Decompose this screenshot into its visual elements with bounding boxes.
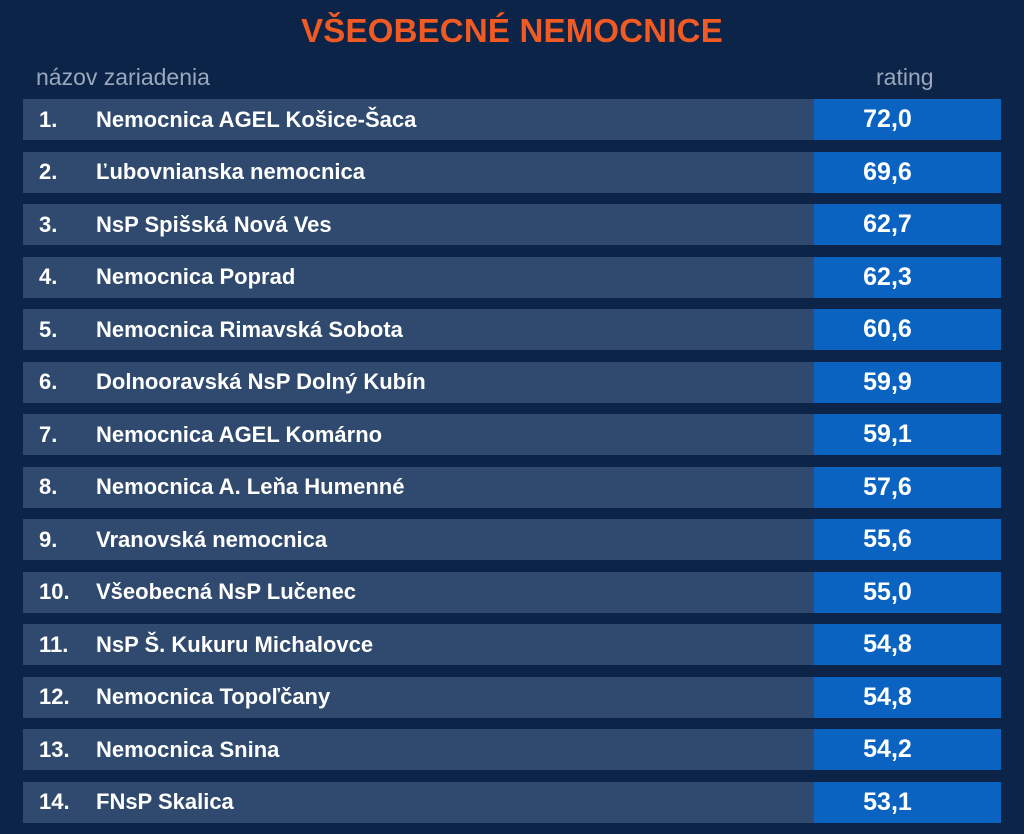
rank-number: 1.	[39, 106, 58, 132]
hospital-name: Nemocnica A. Leňa Humenné	[96, 474, 405, 499]
rank-number: 7.	[39, 421, 58, 447]
table-row	[23, 729, 1001, 770]
rating-value: 62,3	[814, 257, 1001, 298]
table-row	[23, 99, 1001, 140]
column-header-name: názov zariadenia	[36, 64, 210, 90]
hospital-cell	[23, 257, 814, 298]
table-row	[23, 782, 1001, 823]
table-row	[23, 572, 1001, 613]
table-row	[23, 467, 1001, 508]
table-row	[23, 257, 1001, 298]
rating-value: 57,6	[814, 467, 1001, 508]
table-row	[23, 624, 1001, 665]
rank-number: 11.	[39, 631, 69, 657]
rating-value: 53,1	[814, 782, 1001, 823]
rank-number: 14.	[39, 789, 70, 814]
hospital-name: Ľubovnianska nemocnica	[96, 159, 365, 184]
rank-number: 4.	[39, 264, 58, 289]
hospital-name: FNsP Skalica	[96, 789, 234, 814]
rating-value: 62,7	[814, 204, 1001, 245]
rating-value: 54,8	[814, 677, 1001, 718]
hospital-name: Nemocnica AGEL Košice-Šaca	[96, 106, 417, 132]
rank-number: 10.	[39, 579, 70, 604]
rank-number: 3.	[39, 211, 58, 237]
table-row	[23, 414, 1001, 455]
table-row	[23, 519, 1001, 560]
hospital-name: NsP Š. Kukuru Michalovce	[96, 631, 374, 657]
table-row	[23, 677, 1001, 718]
rank-number: 8.	[39, 474, 58, 499]
page-title: VŠEOBECNÉ NEMOCNICE	[301, 12, 723, 49]
hospital-cell	[23, 99, 814, 140]
hospital-cell	[23, 414, 814, 455]
rating-value: 55,0	[814, 572, 1001, 613]
rank-number: 5.	[39, 316, 58, 342]
hospital-name: Všeobecná NsP Lučenec	[96, 579, 357, 604]
rank-number: 12.	[39, 684, 70, 709]
table-row	[23, 152, 1001, 193]
table-row	[23, 309, 1001, 350]
rating-value: 55,6	[814, 519, 1001, 560]
hospital-name: Nemocnica Poprad	[96, 264, 296, 289]
rating-value: 54,2	[814, 729, 1001, 770]
hospital-name: Nemocnica AGEL Komárno	[96, 421, 383, 447]
hospital-name: Nemocnica Snina	[96, 736, 280, 762]
rank-number: 6.	[39, 369, 58, 394]
hospital-cell	[23, 677, 814, 718]
hospital-name: Vranovská nemocnica	[96, 526, 328, 552]
rating-value: 60,6	[814, 309, 1001, 350]
hospital-name: Dolnooravská NsP Dolný Kubín	[96, 369, 426, 394]
hospital-cell	[23, 519, 814, 560]
ranking-table	[23, 99, 1001, 834]
rating-value: 69,6	[814, 152, 1001, 193]
hospital-cell	[23, 467, 814, 508]
hospital-name: Nemocnica Topoľčany	[96, 684, 331, 709]
rating-value: 54,8	[814, 624, 1001, 665]
rank-number: 13.	[39, 736, 70, 762]
rank-number: 9.	[39, 526, 58, 552]
rank-number: 2.	[39, 159, 58, 184]
rating-value: 59,9	[814, 362, 1001, 403]
hospital-cell	[23, 309, 814, 350]
hospital-cell	[23, 572, 814, 613]
hospital-name: NsP Spišská Nová Ves	[96, 211, 332, 237]
rating-value: 59,1	[814, 414, 1001, 455]
hospital-name: Nemocnica Rimavská Sobota	[96, 316, 403, 342]
hospital-cell	[23, 729, 814, 770]
table-row	[23, 362, 1001, 403]
hospital-cell	[23, 204, 814, 245]
hospital-cell	[23, 362, 814, 403]
hospital-cell	[23, 624, 814, 665]
column-header-rating: rating	[876, 64, 934, 90]
table-row	[23, 204, 1001, 245]
hospital-cell	[23, 782, 814, 823]
hospital-cell	[23, 152, 814, 193]
rating-value: 72,0	[814, 99, 1001, 140]
